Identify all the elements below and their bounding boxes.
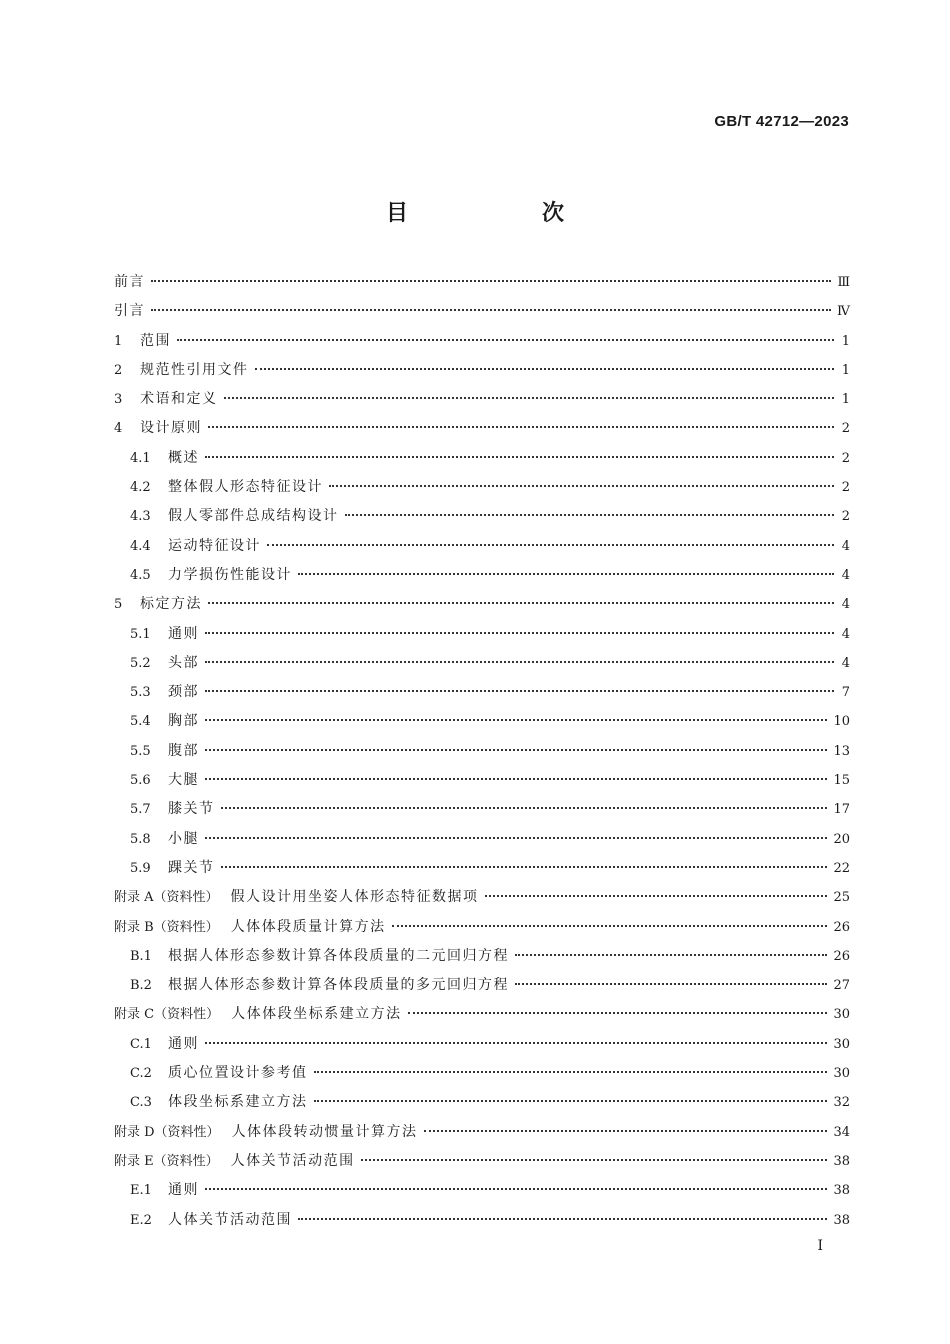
toc-entry[interactable] [114, 385, 850, 414]
toc-entry[interactable] [114, 971, 850, 1000]
toc-entry[interactable] [114, 766, 850, 795]
toc-entry-label: 踝关节 [168, 859, 215, 876]
toc-entry[interactable] [114, 1030, 850, 1059]
toc-entry-page: 32 [833, 1095, 850, 1111]
toc-entry-label: 头部 [168, 654, 199, 671]
toc-dot-leader [208, 602, 834, 604]
toc-entry-number: B.1 [130, 948, 152, 964]
standard-code: GB/T 42712—2023 [714, 113, 849, 130]
toc-entry-number: 5.8 [130, 831, 151, 847]
toc-entry[interactable] [114, 1176, 850, 1205]
toc-dot-leader [221, 807, 828, 809]
toc-entry[interactable] [114, 854, 850, 883]
toc-entry-number: 5.7 [130, 802, 151, 818]
page-title: 目 次 [385, 201, 620, 226]
toc-entry-number: 4 [114, 421, 123, 437]
toc-entry-number: B.2 [130, 978, 152, 994]
toc-entry-page: 38 [833, 1183, 850, 1199]
toc-entry-page: 4 [841, 626, 850, 642]
toc-entry[interactable] [114, 678, 850, 707]
toc-entry-page: 30 [833, 1066, 850, 1082]
toc-entry-page: 10 [833, 714, 850, 730]
toc-dot-leader [408, 1012, 828, 1014]
toc-entry-number: 4.1 [130, 450, 151, 466]
toc-entry-page: 22 [833, 860, 850, 876]
toc-entry-label: 术语和定义 [140, 391, 218, 408]
toc-entry-number: 附录 A（资料性） [114, 890, 219, 906]
toc-entry[interactable] [114, 327, 850, 356]
toc-entry-number: 5.4 [130, 714, 151, 730]
toc-entry-number: 5.1 [130, 626, 151, 642]
toc-dot-leader [314, 1071, 828, 1073]
toc-entry[interactable] [114, 737, 850, 766]
toc-entry[interactable] [114, 1059, 850, 1088]
toc-entry[interactable] [114, 473, 850, 502]
toc-entry-page: 4 [841, 538, 850, 554]
toc-dot-leader [151, 280, 831, 282]
toc-entry[interactable] [114, 444, 850, 473]
toc-entry-label: 小腿 [168, 830, 199, 847]
toc-entry-page: 17 [833, 802, 850, 818]
toc-entry-label: 人体关节活动范围 [230, 1152, 355, 1169]
toc-dot-leader [515, 983, 827, 985]
toc-entry[interactable] [114, 1088, 850, 1117]
toc-entry[interactable] [114, 913, 850, 942]
toc-entry-page: 2 [841, 450, 850, 466]
toc-entry-page: 1 [841, 362, 850, 378]
toc-entry[interactable] [114, 649, 850, 678]
toc-entry-page: 30 [833, 1036, 850, 1052]
toc-dot-leader [205, 749, 827, 751]
toc-entry-label: 力学损伤性能设计 [168, 566, 292, 583]
footer-page-number: Ⅰ [817, 1238, 823, 1254]
toc-dot-leader [361, 1159, 828, 1161]
toc-entry-label: 腹部 [168, 742, 199, 759]
toc-entry-number: 附录 E（资料性） [114, 1153, 219, 1169]
table-of-contents [114, 268, 850, 1235]
toc-entry-number: 5 [114, 597, 123, 613]
toc-entry[interactable] [114, 707, 850, 736]
toc-entry-label: 人体关节活动范围 [168, 1211, 292, 1228]
toc-dot-leader [208, 426, 834, 428]
toc-entry[interactable] [114, 414, 850, 443]
toc-entry-page: 38 [833, 1212, 850, 1228]
toc-dot-leader [485, 895, 828, 897]
toc-entry-page: 2 [841, 480, 850, 496]
toc-entry-label: 质心位置设计参考值 [168, 1065, 308, 1082]
toc-entry-label: 人体体段转动惯量计算方法 [231, 1123, 418, 1140]
toc-entry-number: 5.6 [130, 773, 151, 789]
toc-entry-page: 7 [841, 685, 850, 701]
toc-entry-label: 体段坐标系建立方法 [168, 1094, 308, 1111]
toc-dot-leader [205, 778, 827, 780]
toc-entry-number: 4.3 [130, 509, 151, 525]
toc-entry[interactable] [114, 297, 850, 326]
toc-dot-leader [329, 485, 834, 487]
toc-dot-leader [205, 719, 827, 721]
toc-entry-label: 规范性引用文件 [140, 361, 249, 378]
toc-entry-label: 运动特征设计 [168, 537, 261, 554]
toc-entry[interactable] [114, 1000, 850, 1029]
toc-entry-label: 根据人体形态参数计算各体段质量的二元回归方程 [168, 947, 509, 964]
toc-dot-leader [205, 1042, 827, 1044]
toc-entry-number: C.2 [130, 1066, 152, 1082]
toc-entry-label: 人体体段坐标系建立方法 [231, 1006, 402, 1023]
toc-dot-leader [221, 866, 828, 868]
toc-dot-leader [515, 954, 827, 956]
toc-entry-label: 设计原则 [140, 420, 202, 437]
toc-entry[interactable] [114, 356, 850, 385]
toc-dot-leader [298, 1218, 827, 1220]
toc-entry-number: 5.3 [130, 685, 151, 701]
toc-entry-label: 假人零部件总成结构设计 [168, 508, 339, 525]
toc-entry-number: C.3 [130, 1095, 152, 1111]
toc-entry-label: 通则 [168, 625, 199, 642]
toc-entry-number: 2 [114, 362, 123, 378]
toc-entry[interactable] [114, 532, 850, 561]
toc-entry[interactable] [114, 942, 850, 971]
toc-entry-number: 附录 D（资料性） [114, 1124, 220, 1140]
toc-entry-label: 通则 [168, 1035, 199, 1052]
toc-entry-page: 4 [841, 655, 850, 671]
toc-entry-page: 27 [833, 978, 850, 994]
toc-entry-page: 25 [833, 890, 850, 906]
toc-entry-number: 附录 C（资料性） [114, 1007, 220, 1023]
toc-entry-number: C.1 [130, 1036, 152, 1052]
toc-entry[interactable] [114, 1147, 850, 1176]
toc-entry-number: E.1 [130, 1183, 152, 1199]
toc-entry-page: Ⅲ [837, 275, 850, 290]
toc-dot-leader [205, 661, 834, 663]
toc-entry-label: 根据人体形态参数计算各体段质量的多元回归方程 [168, 977, 509, 994]
toc-entry-label: 颈部 [168, 684, 199, 701]
toc-entry[interactable] [114, 268, 850, 297]
toc-dot-leader [224, 397, 835, 399]
toc-entry[interactable] [114, 590, 850, 619]
toc-entry-page: 30 [833, 1007, 850, 1023]
toc-entry-number: 5.5 [130, 743, 151, 759]
toc-entry-label: 假人设计用坐姿人体形态特征数据项 [230, 889, 479, 906]
toc-entry[interactable] [114, 825, 850, 854]
toc-entry-number: 5.9 [130, 860, 151, 876]
toc-entry-page: 4 [841, 567, 850, 583]
toc-dot-leader [205, 690, 834, 692]
toc-entry-number: 4.4 [130, 538, 151, 554]
toc-entry-label: 前言 [114, 274, 145, 290]
toc-dot-leader [267, 544, 834, 546]
toc-entry-page: 38 [833, 1153, 850, 1169]
toc-entry-label: 整体假人形态特征设计 [168, 479, 323, 496]
toc-entry-label: 引言 [114, 303, 145, 320]
toc-entry-page: 20 [833, 831, 850, 847]
toc-entry-page: 1 [841, 392, 850, 408]
toc-dot-leader [424, 1130, 828, 1132]
toc-entry-page: 34 [833, 1124, 850, 1140]
toc-entry-page: 26 [833, 948, 850, 964]
toc-entry-label: 标定方法 [140, 596, 202, 613]
toc-entry-label: 大腿 [168, 772, 199, 789]
toc-dot-leader [177, 339, 834, 341]
toc-entry-number: 3 [114, 392, 123, 408]
toc-entry-label: 范围 [140, 332, 171, 349]
toc-entry-number: E.2 [130, 1212, 152, 1228]
toc-entry-label: 膝关节 [168, 801, 215, 818]
toc-entry[interactable] [114, 502, 850, 531]
toc-entry-page: 4 [841, 597, 850, 613]
toc-entry-page: 26 [833, 919, 850, 935]
toc-entry-number: 1 [114, 333, 123, 349]
toc-dot-leader [298, 573, 834, 575]
toc-entry-label: 概述 [168, 449, 199, 466]
toc-entry-page: Ⅳ [837, 304, 850, 320]
toc-dot-leader [205, 837, 827, 839]
toc-entry-number: 4.2 [130, 480, 151, 496]
toc-entry-number: 附录 B（资料性） [114, 919, 219, 935]
toc-entry-number: 5.2 [130, 655, 151, 671]
toc-entry[interactable] [114, 1118, 850, 1147]
toc-entry-page: 2 [841, 421, 850, 437]
toc-dot-leader [345, 514, 835, 516]
toc-entry-page: 13 [833, 743, 850, 759]
toc-entry-page: 1 [841, 333, 850, 349]
toc-dot-leader [205, 1188, 827, 1190]
toc-entry[interactable] [114, 795, 850, 824]
toc-dot-leader [151, 309, 831, 311]
toc-dot-leader [205, 456, 834, 458]
toc-dot-leader [392, 925, 828, 927]
toc-entry-label: 通则 [168, 1182, 199, 1199]
toc-dot-leader [314, 1100, 828, 1102]
toc-entry[interactable] [114, 561, 850, 590]
toc-entry-page: 15 [833, 773, 850, 789]
toc-entry-page: 2 [841, 509, 850, 525]
toc-entry[interactable] [114, 1206, 850, 1235]
toc-entry-number: 4.5 [130, 567, 151, 583]
toc-dot-leader [255, 368, 835, 370]
toc-entry-label: 胸部 [168, 713, 199, 730]
toc-entry-label: 人体体段质量计算方法 [230, 918, 386, 935]
toc-entry[interactable] [114, 883, 850, 912]
toc-entry[interactable] [114, 620, 850, 649]
toc-dot-leader [205, 632, 834, 634]
